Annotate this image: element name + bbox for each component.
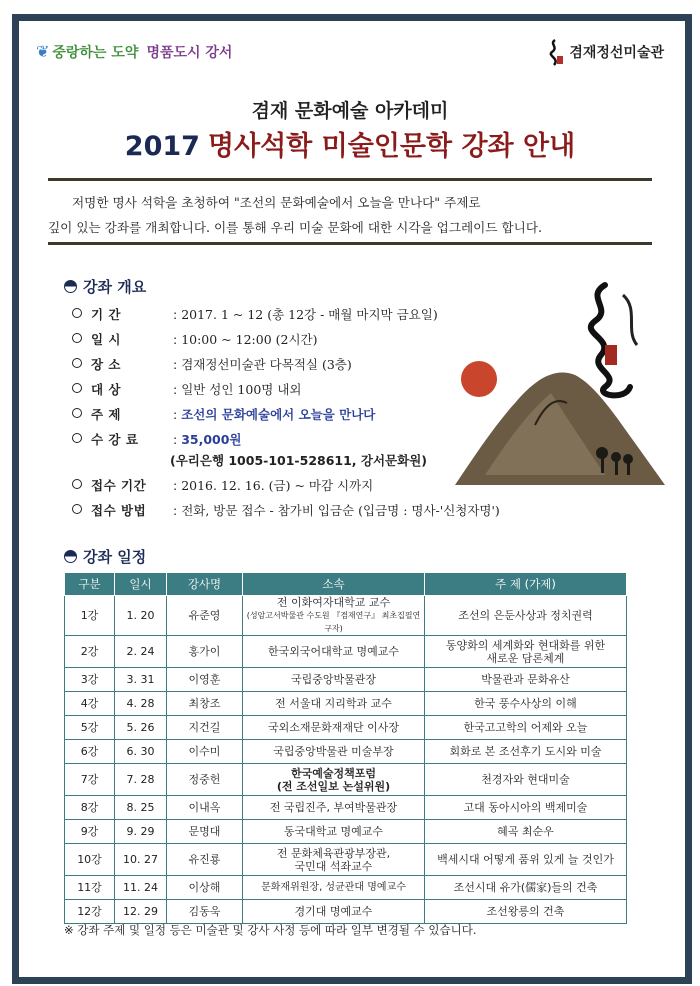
title-year: 2017 [124, 131, 200, 162]
table-row: 10강 10. 27 유진룡 전 문화체육관광부장관, 국민대 석좌교수 백세시대 어떻게 품위 있게 늘 것인가 [65, 844, 627, 876]
table-row: 4강 4. 28 최창조 전 서울대 지리학과 교수 한국 풍수사상의 이해 [65, 692, 627, 716]
intro-line-2: 깊이 있는 강좌를 개최합니다. 이를 통해 우리 미술 문화에 대한 시각을 업그레이드 합니다. [48, 220, 543, 235]
museum-seal-icon [545, 38, 565, 68]
info-time: 일 시 : 10:00 ~ 12:00 (2시간) [72, 330, 317, 348]
leaf-icon: ❦ [36, 42, 50, 61]
info-registration-method: 접수 방법 : 전화, 방문 접수 - 참가비 입금순 (입금명 : 명사-'신청자명') [72, 501, 500, 519]
table-row: 2강 2. 24 홍가이 한국외국어대학교 명예교수 동양화의 세계화와 현대화를 위한 새로운 담론체계 [65, 636, 627, 668]
table-row: 9강 9. 29 문명대 동국대학교 명예교수 혜곡 최순우 [65, 820, 627, 844]
info-theme: 주 제 : 조선의 문화예술에서 오늘을 만나다 [72, 405, 375, 423]
table-row: 12강 12. 29 김동욱 경기대 명예교수 조선왕릉의 건축 [65, 900, 627, 924]
half-circle-icon [64, 550, 77, 563]
circle-bullet-icon [72, 308, 82, 318]
col-header-affiliation: 소속 [243, 573, 425, 596]
museum-logo [545, 38, 664, 68]
info-registration-period: 접수 기간 : 2016. 12. 16. (금) ~ 마감 시까지 [72, 476, 373, 494]
circle-bullet-icon [72, 408, 82, 418]
schedule-heading: 강좌 일정 [64, 546, 146, 567]
intro-line-1: 저명한 명사 석학을 초청하여 "조선의 문화예술에서 오늘을 만나다" 주제로 [72, 195, 481, 210]
circle-bullet-icon [72, 433, 82, 443]
table-row: 6강 6. 30 이수미 국립중앙박물관 미술부장 회화로 본 조선후기 도시와 미술 [65, 740, 627, 764]
circle-bullet-icon [72, 358, 82, 368]
table-row: 8강 8. 25 이내옥 전 국립진주, 부여박물관장 고대 동아시아의 백제미술 [65, 796, 627, 820]
logo-slogan-1: 중랑하는 도약 [52, 45, 139, 61]
info-period: 기 간 : 2017. 1 ~ 12 (총 12강 - 매월 마지막 금요일) [72, 305, 438, 323]
header [30, 36, 670, 80]
table-row: 11강 11. 24 이상해 문화재위원장, 성균관대 명예교수 조선시대 유가(儒家)들의 건축 [65, 876, 627, 900]
table-header-row [65, 573, 627, 596]
col-header-date: 일시 [115, 573, 167, 596]
table-row: 3강 3. 31 이영훈 국립중앙박물관장 박물관과 문화유산 [65, 668, 627, 692]
page-title [0, 124, 700, 163]
bottom-divider [48, 242, 652, 245]
col-header-lecturer: 강사명 [167, 573, 243, 596]
circle-bullet-icon [72, 333, 82, 343]
circle-bullet-icon [72, 383, 82, 393]
top-divider [48, 178, 652, 181]
footnote: ※ 강좌 주제 및 일정 등은 미술관 및 강사 사정 등에 따라 일부 변경될 수 있습니다. [64, 923, 477, 937]
col-header-no: 구분 [65, 573, 115, 596]
intro-text [48, 190, 652, 240]
logo-slogan-2: 명품도시 강서 [146, 45, 233, 61]
title-text: 명사석학 미술인문학 강좌 안내 [207, 131, 576, 162]
half-circle-icon [64, 280, 77, 293]
circle-bullet-icon [72, 504, 82, 514]
schedule-table [64, 572, 627, 924]
ink-landscape-painting [455, 275, 665, 505]
info-fee: 수 강 료 : 35,000원 [72, 430, 242, 448]
academy-title: 겸재 문화예술 아카데미 [251, 100, 449, 122]
info-place: 장 소 : 겸재정선미술관 다목적실 (3층) [72, 355, 352, 373]
col-header-topic: 주 제 (가제) [425, 573, 627, 596]
museum-name: 겸재정선미술관 [569, 45, 664, 61]
table-row: 1강 1. 20 유준영 전 이화여자대학교 교수 (성암고서박물관 수도원 『겸재연구』 최초집필연구자) 조선의 은둔사상과 정치권력 [65, 596, 627, 636]
overview-heading: 강좌 개요 [64, 276, 146, 297]
circle-bullet-icon [72, 479, 82, 489]
info-target: 대 상 : 일반 성인 100명 내외 [72, 380, 302, 398]
info-bank-account: (우리은행 1005-101-528611, 강서문화원) [170, 453, 427, 468]
table-row: 7강 7. 28 정중헌 한국예술정책포럼 (전 조선일보 논설위원) 천경자와 현대미술 [65, 764, 627, 796]
table-row: 5강 5. 26 지건길 국외소재문화재재단 이사장 한국고고학의 어제와 오늘 [65, 716, 627, 740]
gangseo-logo [36, 42, 232, 62]
